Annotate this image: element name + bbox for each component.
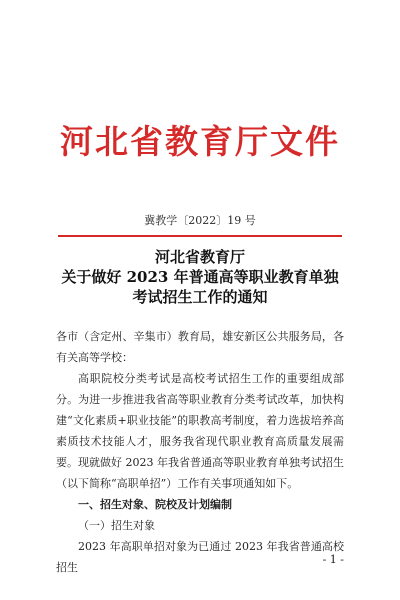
intro-paragraph: 高职院校分类考试是高校考试招生工作的重要组成部分。为进一步推进我省高等职业教育分类考试改革，加快构建“文化素质+职业技能”的职教高考制度，着力选拔培养高素质技术技能人才，服务我省现代职业教育高质量发展需要。现就做好 2023 年我省普通高等职业教育单独考试招生（以下简称“高职单招”）工作有关事项通知如下。 [56, 372, 344, 490]
subsection-heading-1: （一）招生对象 [78, 519, 155, 532]
title-line-subject-cont: 考试招生工作的通知 [132, 288, 268, 306]
title-line-issuer: 河北省教育厅 [154, 248, 245, 266]
subsection-1-paragraph: 2023 年高职单招对象为已通过 2023 年我省普通高校招生 [56, 540, 344, 574]
page-number: - 1 - [322, 553, 344, 566]
agency-header-title: 河北省教育厅文件 [60, 122, 340, 161]
document-body [56, 326, 344, 578]
red-divider-line [58, 235, 342, 237]
document-number: 冀教学〔2022〕19 号 [144, 214, 256, 227]
title-line-subject: 关于做好 2023 年普通高等职业教育单独 [61, 268, 339, 286]
notice-title [40, 247, 360, 307]
section-heading-1: 一、招生对象、院校及计划编制 [78, 498, 232, 511]
salutation-paragraph: 各市（含定州、辛集市）教育局，雄安新区公共服务局，各有关高等学校： [56, 330, 344, 364]
